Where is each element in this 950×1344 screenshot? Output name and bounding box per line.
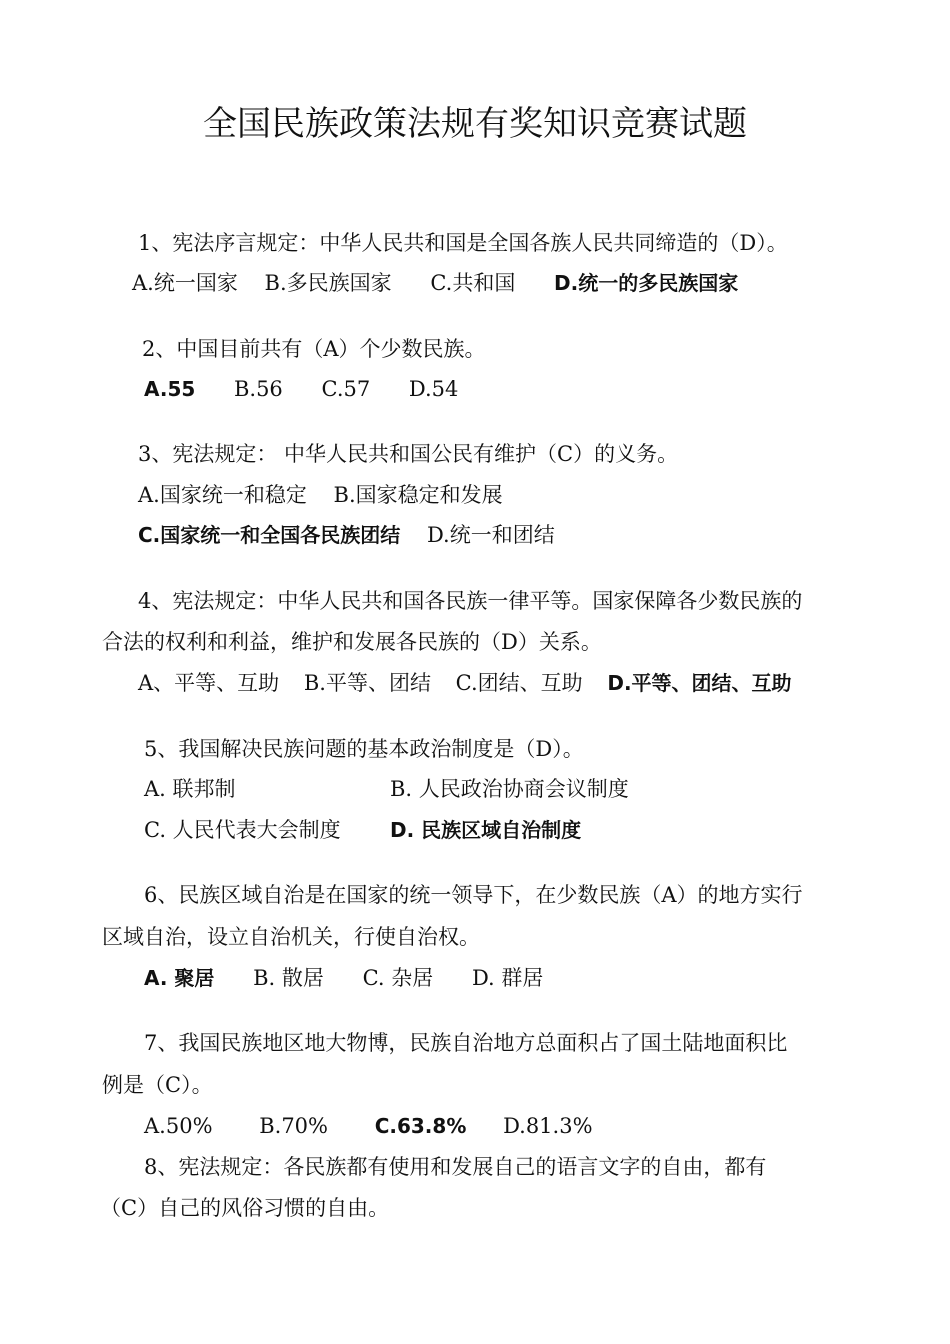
q3-option-a: A.国家统一和稳定	[138, 483, 307, 507]
question-2-options	[144, 374, 458, 404]
q5-option-a: A. 联邦制	[144, 777, 236, 801]
question-3-options-row2	[138, 520, 555, 550]
q7-option-b: B.70%	[259, 1114, 329, 1138]
question-8-stem-line1: 8、宪法规定：各民族都有使用和发展自己的语言文字的自由，都有	[144, 1155, 767, 1179]
q7-option-d: D.81.3%	[503, 1114, 593, 1138]
q4-option-c: C.团结、互助	[455, 671, 583, 695]
page-title: 全国民族政策法规有奖知识竞赛试题	[203, 104, 747, 144]
q4-option-b: B.平等、团结	[303, 671, 431, 695]
question-6-stem-line1: 6、民族区域自治是在国家的统一领导下，在少数民族（A）的地方实行	[144, 883, 803, 907]
question-6-stem-line2: 区域自治，设立自治机关，行使自治权。	[102, 925, 480, 949]
q6-option-b: B. 散居	[253, 966, 324, 990]
question-7-options	[144, 1111, 593, 1141]
question-7-stem-line1: 7、我国民族地区地大物博，民族自治地方总面积占了国土陆地面积比	[144, 1031, 788, 1055]
question-7-stem-line2: 例是（C）。	[102, 1073, 213, 1097]
q5-option-d-answer: D. 民族区域自治制度	[390, 818, 582, 842]
q6-option-a-answer: A. 聚居	[144, 966, 215, 990]
q3-option-c-answer: C.国家统一和全国各民族团结	[138, 523, 401, 547]
question-2-stem: 2、中国目前共有（A）个少数民族。	[142, 337, 486, 361]
q2-option-b: B.56	[233, 377, 283, 401]
q6-option-d: D. 群居	[471, 966, 544, 990]
question-3-options-row1	[138, 480, 503, 510]
question-4-options	[138, 668, 792, 698]
q3-option-d: D.统一和团结	[426, 523, 555, 547]
q5-option-b: B. 人民政治协商会议制度	[390, 777, 629, 801]
q5-option-c: C. 人民代表大会制度	[144, 818, 341, 842]
q6-option-c: C. 杂居	[362, 966, 434, 990]
q2-option-a-answer: A.55	[144, 377, 196, 401]
question-1-options	[132, 268, 738, 298]
question-4-stem-line1: 4、宪法规定：中华人民共和国各民族一律平等。国家保障各少数民族的	[138, 589, 803, 613]
q2-option-c: C.57	[321, 377, 371, 401]
question-3-stem: 3、宪法规定： 中华人民共和国公民有维护（C）的义务。	[138, 442, 679, 466]
q1-option-c: C.共和国	[430, 271, 516, 295]
question-8-stem-line2: （C）自己的风俗习惯的自由。	[100, 1196, 390, 1220]
q7-option-c-answer: C.63.8%	[374, 1114, 467, 1138]
q4-option-d-answer: D.平等、团结、互助	[607, 671, 792, 695]
question-1-stem: 1、宪法序言规定：中华人民共和国是全国各族人民共同缔造的（D）。	[138, 231, 788, 255]
q3-option-b: B.国家稳定和发展	[333, 483, 503, 507]
q1-option-a: A.统一国家	[132, 271, 238, 295]
q4-option-a: A、平等、互助	[138, 671, 280, 695]
question-5-stem: 5、我国解决民族问题的基本政治制度是（D）。	[144, 737, 584, 761]
question-6-options	[144, 963, 543, 993]
q1-option-d-answer: D.统一的多民族国家	[554, 271, 739, 295]
q1-option-b: B.多民族国家	[264, 271, 392, 295]
question-4-stem-line2: 合法的权利和利益，维护和发展各民族的（D）关系。	[102, 630, 602, 654]
q2-option-d: D.54	[408, 377, 459, 401]
q7-option-a: A.50%	[144, 1114, 213, 1138]
